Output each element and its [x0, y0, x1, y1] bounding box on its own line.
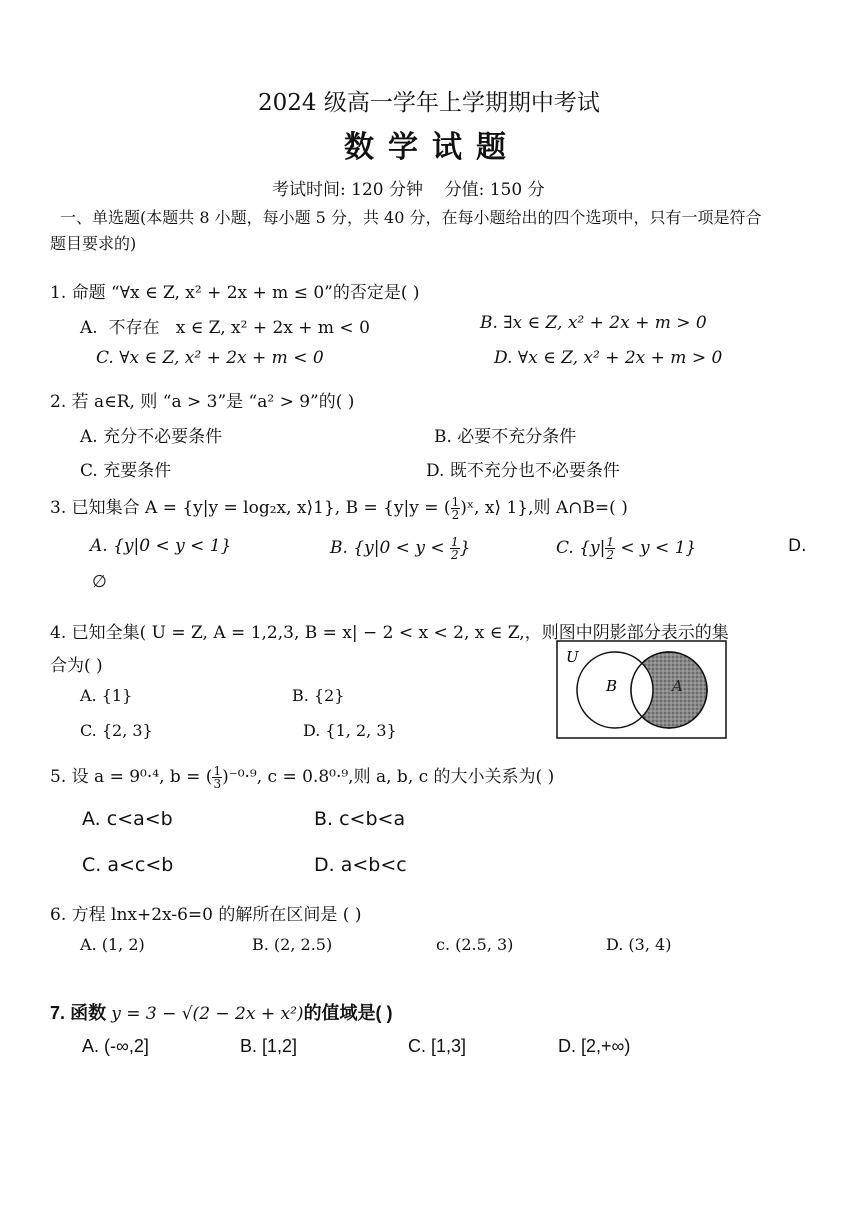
fraction-denominator: 2 — [450, 548, 459, 562]
fraction-numerator: 1 — [213, 764, 222, 778]
q5-option-c: C. a<c<b — [82, 854, 174, 876]
q5-stem-post: )⁻⁰·⁹, c = 0.8⁰·⁹,则 a, b, c 的大小关系为( ) — [222, 767, 555, 787]
venn-label-b: B — [606, 677, 618, 695]
q5-option-d: D. a<b<c — [314, 854, 407, 876]
q4-option-a: A. {1} — [80, 686, 133, 705]
q7-option-d: D. [2,+∞) — [558, 1036, 631, 1056]
q3-option-b-pre: B. {y|0 < y < — [330, 538, 445, 558]
q2-option-c: C. 充要条件 — [80, 461, 172, 481]
q7-option-a: A. (-∞,2] — [82, 1036, 149, 1056]
q6-option-c: c. (2.5, 3) — [436, 935, 514, 954]
venn-diagram — [556, 640, 728, 740]
q6-option-d: D. (3, 4) — [606, 935, 672, 954]
q2-option-a: A. 充分不必要条件 — [80, 427, 223, 447]
q3-stem-pre: 3. 已知集合 A = {y|y = log₂x, x⟩1}, B = {y|y = ( — [50, 498, 451, 518]
q1-stem: 1. 命题 “∀x ∈ Z, x² + 2x + m ≤ 0”的否定是( ) — [50, 283, 420, 303]
exam-meta: 考试时间: 120 分钟 分值: 150 分 — [272, 180, 545, 200]
subject-title: 数学试题 — [344, 130, 520, 165]
q1-option-c: C. ∀x ∈ Z, x² + 2x + m < 0 — [96, 348, 324, 368]
q5-option-a: A. c<a<b — [82, 808, 173, 830]
q3-stem-post: )ˣ, x⟩ 1},则 A∩B=( ) — [460, 498, 628, 518]
q1-option-b: B. ∃x ∈ Z, x² + 2x + m > 0 — [480, 313, 707, 333]
q1-option-a: A. 不存在 x ∈ Z, x² + 2x + m < 0 — [80, 318, 370, 338]
fraction-numerator: 1 — [451, 495, 460, 509]
q3-option-b-fraction — [450, 536, 460, 561]
q3-fraction-half — [451, 496, 461, 521]
venn-label-a: A — [672, 677, 683, 695]
q4-stem-line2: 合为( ) — [50, 656, 103, 676]
venn-label-u: U — [566, 648, 579, 666]
q4-stem-line1: 4. 已知全集( U = Z, A = 1,2,3, B = x| − 2 < x < 2, x ∈ Z,，则图中阴影部分表示的集 — [50, 623, 729, 643]
q3-option-d-label: D. — [788, 536, 807, 556]
q3-option-c-fraction — [605, 536, 615, 561]
q7-number: 7. — [50, 1003, 66, 1023]
section-heading-line1: 一、单选题(本题共 8 小题，每小题 5 分，共 40 分，在每小题给出的四个选项中，只有一项是符合 — [60, 208, 762, 227]
q7-option-b: B. [1,2] — [240, 1036, 298, 1056]
q2-option-d: D. 既不充分也不必要条件 — [426, 461, 620, 481]
q3-option-c — [556, 536, 696, 561]
q3-option-c-post: < y < 1} — [620, 538, 697, 558]
section-heading-line2: 题目要求的) — [50, 234, 137, 253]
q6-option-a: A. (1, 2) — [80, 935, 145, 954]
fraction-denominator: 2 — [606, 548, 614, 562]
q5-option-b: B. c<b<a — [314, 808, 406, 830]
q4-option-b: B. {2} — [292, 686, 345, 705]
q5-stem — [50, 762, 554, 790]
q4-option-c: C. {2, 3} — [80, 721, 153, 740]
fraction-numerator: 1 — [450, 535, 459, 549]
q6-stem: 6. 方程 lnx+2x-6=0 的解所在区间是 ( ) — [50, 905, 362, 925]
q7-label: 函数 — [70, 1003, 107, 1023]
q3-option-c-pre: C. {y| — [556, 538, 606, 558]
q2-stem: 2. 若 a∈R, 则 “a > 3”是 “a² > 9”的( ) — [50, 392, 355, 412]
q5-stem-pre: 5. 设 a = 9⁰·⁴, b = ( — [50, 767, 213, 787]
q7-stem — [50, 999, 393, 1025]
q6-option-b: B. (2, 2.5) — [252, 935, 333, 954]
q2-option-b: B. 必要不充分条件 — [434, 427, 577, 447]
q5-fraction-third — [212, 765, 222, 790]
q3-stem — [50, 493, 628, 521]
q7-option-c: C. [1,3] — [408, 1036, 467, 1056]
q3-option-d-value: ∅ — [92, 572, 107, 592]
q3-option-b-post: } — [459, 538, 471, 558]
q7-formula: y = 3 − √(2 − 2x + x²) — [111, 1004, 304, 1024]
q4-option-d: D. {1, 2, 3} — [303, 721, 397, 740]
q3-option-b — [330, 536, 470, 561]
q3-option-a: A. {y|0 < y < 1} — [90, 536, 232, 556]
fraction-denominator: 2 — [451, 508, 460, 522]
exam-title: 2024 级高一学年上学期期中考试 — [258, 90, 600, 116]
q1-option-d: D. ∀x ∈ Z, x² + 2x + m > 0 — [494, 348, 723, 368]
fraction-denominator: 3 — [213, 777, 222, 791]
fraction-numerator: 1 — [606, 535, 614, 549]
q7-tail: 的值域是( ) — [303, 1003, 393, 1023]
